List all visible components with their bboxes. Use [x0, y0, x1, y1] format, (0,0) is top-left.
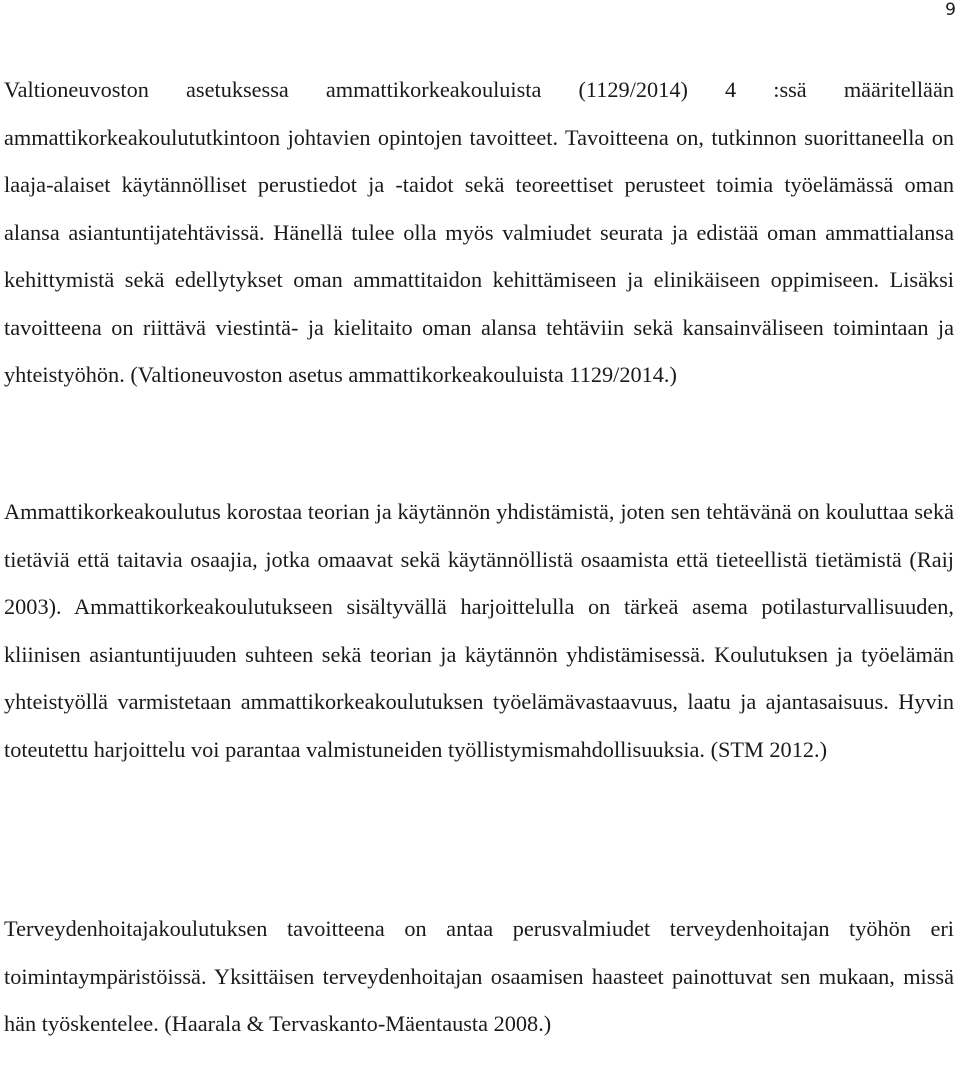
paragraph-theory-practice: Ammattikorkeakoulutus korostaa teorian ja käytännön yhdistämistä, joten sen tehtävänä on kouluttaa sekä tietäviä että taitavia osaajia, jotka omaavat sekä käytännöllistä osaamista että tieteellistä tietämistä (Raij 2003). Ammattikorkeakoulutukseen sisältyvällä harjoittelulla on tärkeä asema potilasturvallisuuden, kliinisen asiantuntijuuden suhteen sekä teorian ja käytännön yhdistämisessä. Koulutuksen ja työelämän yhteistyöllä varmistetaan ammattikorkeakoulutuksen työelämävastaavuus, laatu ja ajantasaisuus. Hyvin toteutettu harjoittelu voi parantaa valmistuneiden työllistymismahdollisuuksia. (STM 2012.)	[4, 499, 954, 762]
page-number: 9	[945, 0, 956, 20]
paragraph-degree-objectives: Valtioneuvoston asetuksessa ammattikorkeakouluista (1129/2014) 4 :ssä määritellään ammattikorkeakoulututkintoon johtavien opintojen tavoitteet. Tavoitteena on, tutkinnon suorittaneella on laaja-alaiset käytännölliset perustiedot ja -taidot sekä teoreettiset perusteet toimia työelämässä oman alansa asiantuntijatehtävissä. Hänellä tulee olla myös valmiudet seurata ja edistää oman ammattialansa kehittymistä sekä edellytykset oman ammattitaidon kehittämiseen ja elinikäiseen oppimiseen. Lisäksi tavoitteena on riittävä viestintä- ja kielitaito oman alansa tehtäviin sekä kansainväliseen toimintaan ja yhteistyöhön. (Valtioneuvoston asetus ammattikorkeakouluista 1129/2014.)	[4, 77, 954, 387]
paragraph-nurse-training-goal: Terveydenhoitajakoulutuksen tavoitteena on antaa perusvalmiudet terveydenhoitajan työhön eri toimintaympäristöissä. Yksittäisen terveydenhoitajan osaamisen haasteet painottuvat sen mukaan, missä hän työskentelee. (Haarala & Tervaskanto-Mäentausta 2008.)	[4, 916, 954, 1036]
